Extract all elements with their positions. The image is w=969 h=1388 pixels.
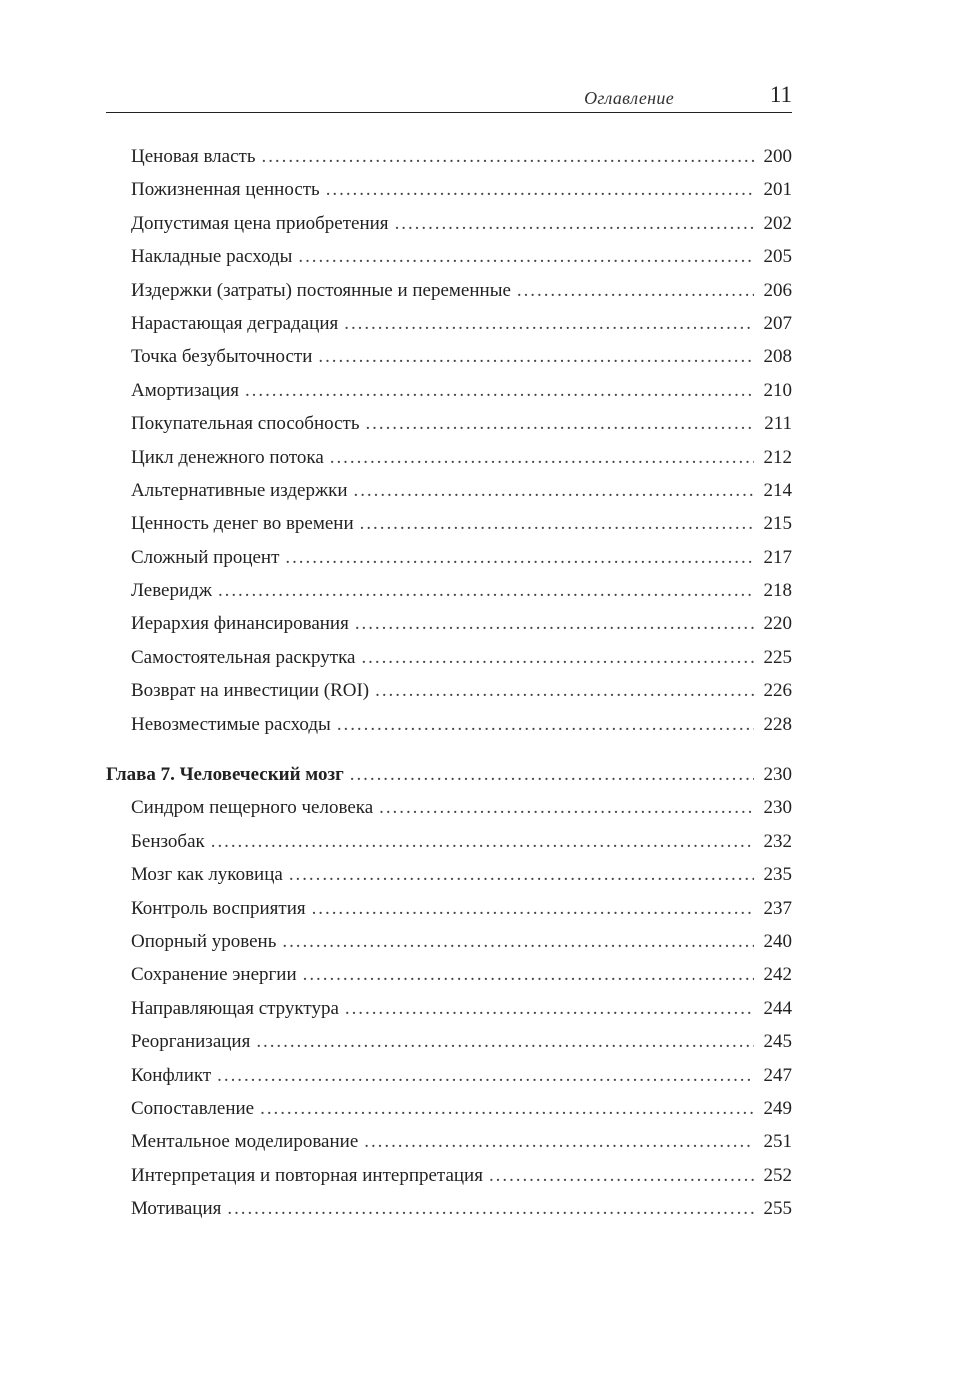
toc-entry [106, 708, 792, 741]
toc-entry [106, 374, 792, 407]
toc-entry [106, 173, 792, 206]
toc-entry-page: 206 [763, 279, 792, 301]
toc-entry-title: Цикл денежного потока [131, 446, 324, 468]
toc-entry [106, 507, 792, 540]
toc-entry-title: Контроль восприятия [131, 897, 306, 919]
toc-entry-page: 225 [763, 646, 792, 668]
toc-entry [106, 1025, 792, 1058]
toc-entry-page: 208 [763, 346, 792, 368]
toc-entry-page: 255 [763, 1198, 792, 1220]
toc-entry [106, 825, 792, 858]
toc-entry [106, 274, 792, 307]
toc-entry-title: Бензобак [131, 830, 205, 852]
dot-leader [326, 173, 754, 206]
toc-entry-title: Глава 7. Человеческий мозг [106, 764, 344, 786]
toc-entry-page: 200 [763, 146, 792, 167]
table-of-contents [106, 140, 792, 1226]
dot-leader [218, 574, 754, 607]
toc-entry-title: Альтернативные издержки [131, 479, 348, 501]
dot-leader [330, 441, 754, 474]
toc-entry-title: Ценность денег во времени [131, 513, 354, 535]
toc-entry [106, 791, 792, 824]
toc-entry-title: Нарастающая деградация [131, 312, 339, 334]
toc-entry [106, 1192, 792, 1225]
toc-entry-page: 230 [763, 764, 792, 786]
toc-entry [106, 858, 792, 891]
dot-leader [289, 858, 754, 891]
running-header [106, 80, 792, 113]
toc-entry-page: 218 [763, 580, 792, 602]
toc-entry-title: Точка безубыточности [131, 346, 313, 368]
toc-entry-page: 251 [763, 1131, 792, 1153]
dot-leader [262, 140, 754, 173]
toc-entry-page: 217 [763, 546, 792, 568]
dot-leader [354, 474, 754, 507]
toc-entry-title: Интерпретация и повторная интерпретация [131, 1164, 483, 1186]
toc-entry-page: 242 [763, 964, 792, 986]
running-header-title: Оглавление [584, 88, 674, 108]
dot-leader [217, 1059, 754, 1092]
toc-entry [106, 674, 792, 707]
toc-entry [106, 340, 792, 373]
toc-entry-page: 210 [763, 379, 792, 401]
toc-entry-page: 202 [763, 212, 792, 234]
toc-entry [106, 307, 792, 340]
toc-entry [106, 240, 792, 273]
toc-entry-page: 249 [763, 1097, 792, 1119]
dot-leader [282, 925, 754, 958]
toc-entry [106, 1159, 792, 1192]
toc-entry-page: 235 [763, 864, 792, 886]
toc-entry-page: 201 [763, 179, 792, 201]
toc-entry [106, 441, 792, 474]
toc-chapter-entry [106, 758, 792, 791]
toc-entry-page: 232 [763, 830, 792, 852]
toc-entry-page: 215 [763, 513, 792, 535]
toc-entry-title: Мотивация [131, 1198, 222, 1220]
toc-entry-title: Накладные расходы [131, 246, 293, 268]
dot-leader [379, 791, 754, 824]
toc-entry-page: 226 [763, 680, 792, 702]
toc-entry [106, 407, 792, 440]
toc-entry-page: 230 [763, 797, 792, 819]
toc-entry-title: Мозг как луковица [131, 864, 283, 886]
dot-leader [312, 892, 754, 925]
dot-leader [489, 1159, 754, 1192]
dot-leader [395, 207, 754, 240]
dot-leader [285, 541, 754, 574]
toc-entry [106, 958, 792, 991]
dot-leader [337, 708, 754, 741]
toc-entry-title: Допустимая цена приобретения [131, 212, 389, 234]
toc-entry-title: Ментальное моделирование [131, 1131, 359, 1153]
dot-leader [350, 758, 754, 791]
toc-entry-title: Иерархия финансирования [131, 613, 349, 635]
toc-entry [106, 1092, 792, 1125]
toc-entry [106, 1125, 792, 1158]
toc-entry-page: 211 [764, 413, 792, 435]
toc-entry [106, 474, 792, 507]
toc-entry-title: Самостоятельная раскрутка [131, 646, 356, 668]
dot-leader [360, 507, 754, 540]
toc-entry-title: Леверидж [131, 580, 212, 602]
toc-entry-page: 252 [763, 1164, 792, 1186]
toc-entry [106, 207, 792, 240]
dot-leader [318, 340, 754, 373]
toc-entry-page: 244 [763, 997, 792, 1019]
toc-entry-title: Реорганизация [131, 1031, 251, 1053]
toc-entry-page: 247 [763, 1064, 792, 1086]
toc-entry-title: Покупательная способность [131, 413, 360, 435]
toc-entry-title: Сопоставление [131, 1097, 255, 1119]
dot-leader [364, 1125, 754, 1158]
toc-entry-title: Сохранение энергии [131, 964, 297, 986]
dot-leader [260, 1092, 754, 1125]
toc-entry-title: Издержки (затраты) постоянные и переменные [131, 279, 511, 301]
toc-entry-page: 237 [763, 897, 792, 919]
dot-leader [245, 374, 754, 407]
toc-entry-title: Синдром пещерного человека [131, 797, 374, 819]
toc-entry-page: 245 [763, 1031, 792, 1053]
toc-entry-title: Сложный процент [131, 546, 280, 568]
dot-leader [361, 641, 754, 674]
toc-entry-title: Опорный уровень [131, 930, 277, 952]
toc-entry-title: Конфликт [131, 1064, 212, 1086]
toc-entry-page: 212 [763, 446, 792, 468]
toc-entry-title: Возврат на инвестиции (ROI) [131, 680, 370, 702]
dot-leader [298, 240, 754, 273]
page-number: 11 [769, 82, 792, 107]
toc-entry-page: 220 [763, 613, 792, 635]
dot-leader [256, 1025, 754, 1058]
toc-entry [106, 541, 792, 574]
toc-entry-page: 214 [763, 479, 792, 501]
toc-entry-title: Направляющая структура [131, 997, 339, 1019]
dot-leader [211, 825, 754, 858]
toc-entry-page: 207 [763, 312, 792, 334]
dot-leader [344, 307, 754, 340]
dot-leader [517, 274, 754, 307]
toc-entry [106, 925, 792, 958]
toc-entry [106, 140, 792, 173]
toc-entry-title: Невозместимые расходы [131, 713, 331, 735]
toc-entry [106, 892, 792, 925]
toc-entry [106, 607, 792, 640]
dot-leader [365, 407, 754, 440]
dot-leader [227, 1192, 754, 1225]
toc-entry-title: Пожизненная ценность [131, 179, 320, 201]
toc-entry-title: Амортизация [131, 379, 239, 401]
toc-entry [106, 1059, 792, 1092]
dot-leader [375, 674, 754, 707]
toc-entry-title: Ценовая власть [131, 146, 256, 167]
toc-entry-page: 205 [763, 246, 792, 268]
dot-leader [355, 607, 754, 640]
toc-entry-page: 228 [763, 713, 792, 735]
toc-entry-page: 240 [763, 930, 792, 952]
toc-entry [106, 641, 792, 674]
dot-leader [345, 992, 754, 1025]
toc-entry [106, 992, 792, 1025]
dot-leader [303, 958, 754, 991]
toc-entry [106, 574, 792, 607]
